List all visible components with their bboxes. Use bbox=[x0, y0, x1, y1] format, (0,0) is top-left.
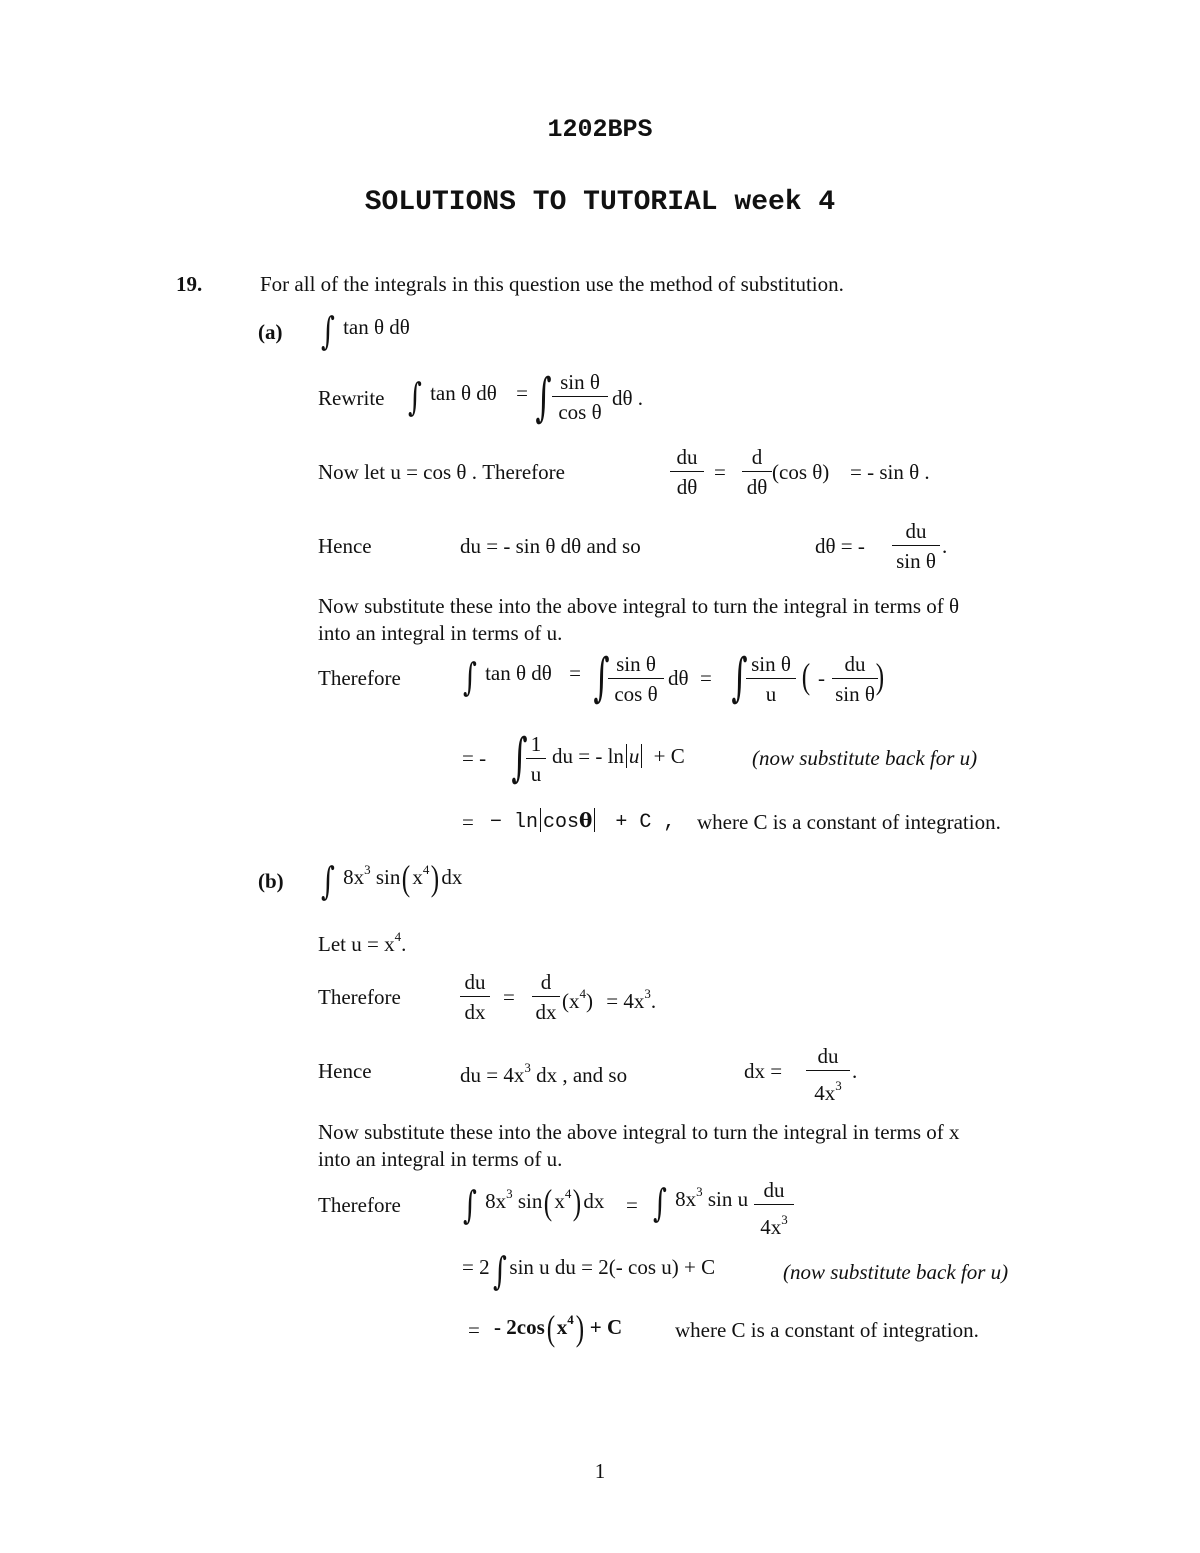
frac-d-dx: d dx bbox=[532, 970, 560, 1024]
where-c-text: where C is a constant of integration. bbox=[697, 810, 1001, 834]
part-a-integral: ∫ tan θ dθ bbox=[320, 309, 410, 353]
therefore-integral-lhs: ∫ $8x^3$ $\sin(x^4)dx$ bbox=[462, 1182, 605, 1227]
question-intro: For all of the integrals in this question use the method of substitution. bbox=[260, 272, 844, 296]
now-let-text: Now let u = cos θ . Therefore bbox=[318, 460, 565, 484]
frac-du-dx: du dx bbox=[460, 970, 490, 1024]
where-c-text-b: where C is a constant of integration. bbox=[675, 1318, 979, 1342]
therefore2-label-b: Therefore bbox=[318, 1193, 401, 1217]
integral-sign-icon: ∫ bbox=[652, 1181, 667, 1225]
question-number: 19. bbox=[176, 272, 203, 296]
open-paren: ( bbox=[801, 656, 811, 696]
therefore-label: Therefore bbox=[318, 666, 401, 690]
final-answer-b: - $2\cos(x^4) + C$ bbox=[494, 1308, 623, 1348]
frac-d-dtheta: d dθ bbox=[742, 445, 772, 499]
line2-b: = 2∫ sin u du = 2(- cos u) + C bbox=[462, 1249, 716, 1293]
part-b-label: (b) bbox=[258, 869, 284, 893]
integral-sign-icon: ∫ bbox=[492, 1249, 507, 1293]
integral-sign-icon: ∫ bbox=[731, 648, 748, 708]
close-paren: ) bbox=[875, 656, 885, 696]
eq-sign: = bbox=[714, 460, 726, 484]
rewrite-dtheta: dθ . bbox=[612, 386, 644, 410]
line2-du-ln: du = - ln u + C bbox=[552, 744, 685, 768]
course-code: 1202BPS bbox=[547, 115, 653, 144]
period: . bbox=[942, 534, 948, 558]
du-equation: du = - sin θ dθ and so bbox=[460, 534, 641, 558]
substitute-text-line1: Now substitute these into the above integral to turn the integral in terms of θ bbox=[318, 594, 960, 618]
integral-sign-icon: ∫ bbox=[511, 728, 528, 788]
frac-sin-cos-2: sin θ cos θ bbox=[608, 652, 664, 706]
integral-sign-icon: ∫ bbox=[593, 648, 610, 708]
part-a-label: (a) bbox=[258, 320, 283, 344]
let-u-text: Let $u = x^4$. bbox=[318, 929, 407, 956]
frac-one-over-u: 1 u bbox=[526, 732, 546, 786]
therefore-tan-integral: ∫ tan θ dθ = bbox=[462, 655, 581, 699]
therefore-integral-rhs: ∫ $8x^3$ sin u bbox=[652, 1181, 749, 1225]
note-substitute-back: (now substitute back for u) bbox=[752, 746, 978, 770]
line3-eq-b: = bbox=[468, 1318, 480, 1342]
integral-sign-icon: ∫ bbox=[320, 859, 335, 903]
note-substitute-back-b: (now substitute back for u) bbox=[783, 1260, 1009, 1284]
frac-sin-over-u: sin θ u bbox=[746, 652, 796, 706]
line3-expression: − ln cosθ + C , bbox=[490, 808, 676, 834]
therefore-label-b: Therefore bbox=[318, 985, 401, 1009]
frac-du-over-4x3: du $4x^3$ bbox=[806, 1044, 850, 1105]
eq-sign: = bbox=[700, 666, 712, 690]
cos-theta-paren: (cos θ) bbox=[772, 460, 830, 484]
minus-sign: - bbox=[818, 666, 825, 690]
hence-label-b: Hence bbox=[318, 1059, 372, 1083]
integral-sign-icon: ∫ bbox=[535, 368, 552, 428]
page-number: 1 bbox=[594, 1459, 606, 1483]
frac-du-4x3-b: du $4x^3$ bbox=[754, 1178, 794, 1239]
substitute-text-line1-b: Now substitute these into the above integral to turn the integral in terms of x bbox=[318, 1120, 960, 1144]
hence-label: Hence bbox=[318, 534, 372, 558]
period: . bbox=[852, 1059, 858, 1083]
part-b-integral: ∫ $8x^3$ $\sin(x^4)dx$ bbox=[320, 858, 463, 903]
dtheta: dθ bbox=[668, 666, 689, 690]
rewrite-label: Rewrite bbox=[318, 386, 385, 410]
line3-eq: = bbox=[462, 810, 474, 834]
minus-sin-theta: = - sin θ . bbox=[850, 460, 930, 484]
integral-sign-icon: ∫ bbox=[462, 1183, 477, 1227]
integral-sign-icon: ∫ bbox=[407, 375, 422, 419]
integral-sign-icon: ∫ bbox=[462, 655, 477, 699]
frac-du-over-sin: du sin θ bbox=[892, 519, 940, 573]
derivative-result: $(x^4) = 4x^3$. bbox=[562, 986, 657, 1013]
page-title: SOLUTIONS TO TUTORIAL week 4 bbox=[364, 187, 836, 218]
frac-du-dtheta: du dθ bbox=[670, 445, 704, 499]
line2-eq: = - bbox=[462, 746, 487, 770]
du-equation-b: du = $4x^3$ dx , and so bbox=[460, 1060, 628, 1087]
frac-sin-over-cos: sin θ cos θ bbox=[552, 370, 608, 424]
substitute-text-line2-b: into an integral in terms of u. bbox=[318, 1147, 563, 1171]
rewrite-lhs: ∫ tan θ dθ = bbox=[407, 375, 528, 419]
eq-sign: = bbox=[626, 1193, 638, 1217]
substitute-text-line2: into an integral in terms of u. bbox=[318, 621, 563, 645]
eq-sign: = bbox=[503, 985, 515, 1009]
frac-du-over-sin-2: du sin θ bbox=[832, 652, 878, 706]
integral-sign-icon: ∫ bbox=[320, 309, 335, 353]
dtheta-equation: dθ = - bbox=[815, 534, 865, 558]
dx-equation: dx = bbox=[744, 1059, 783, 1083]
